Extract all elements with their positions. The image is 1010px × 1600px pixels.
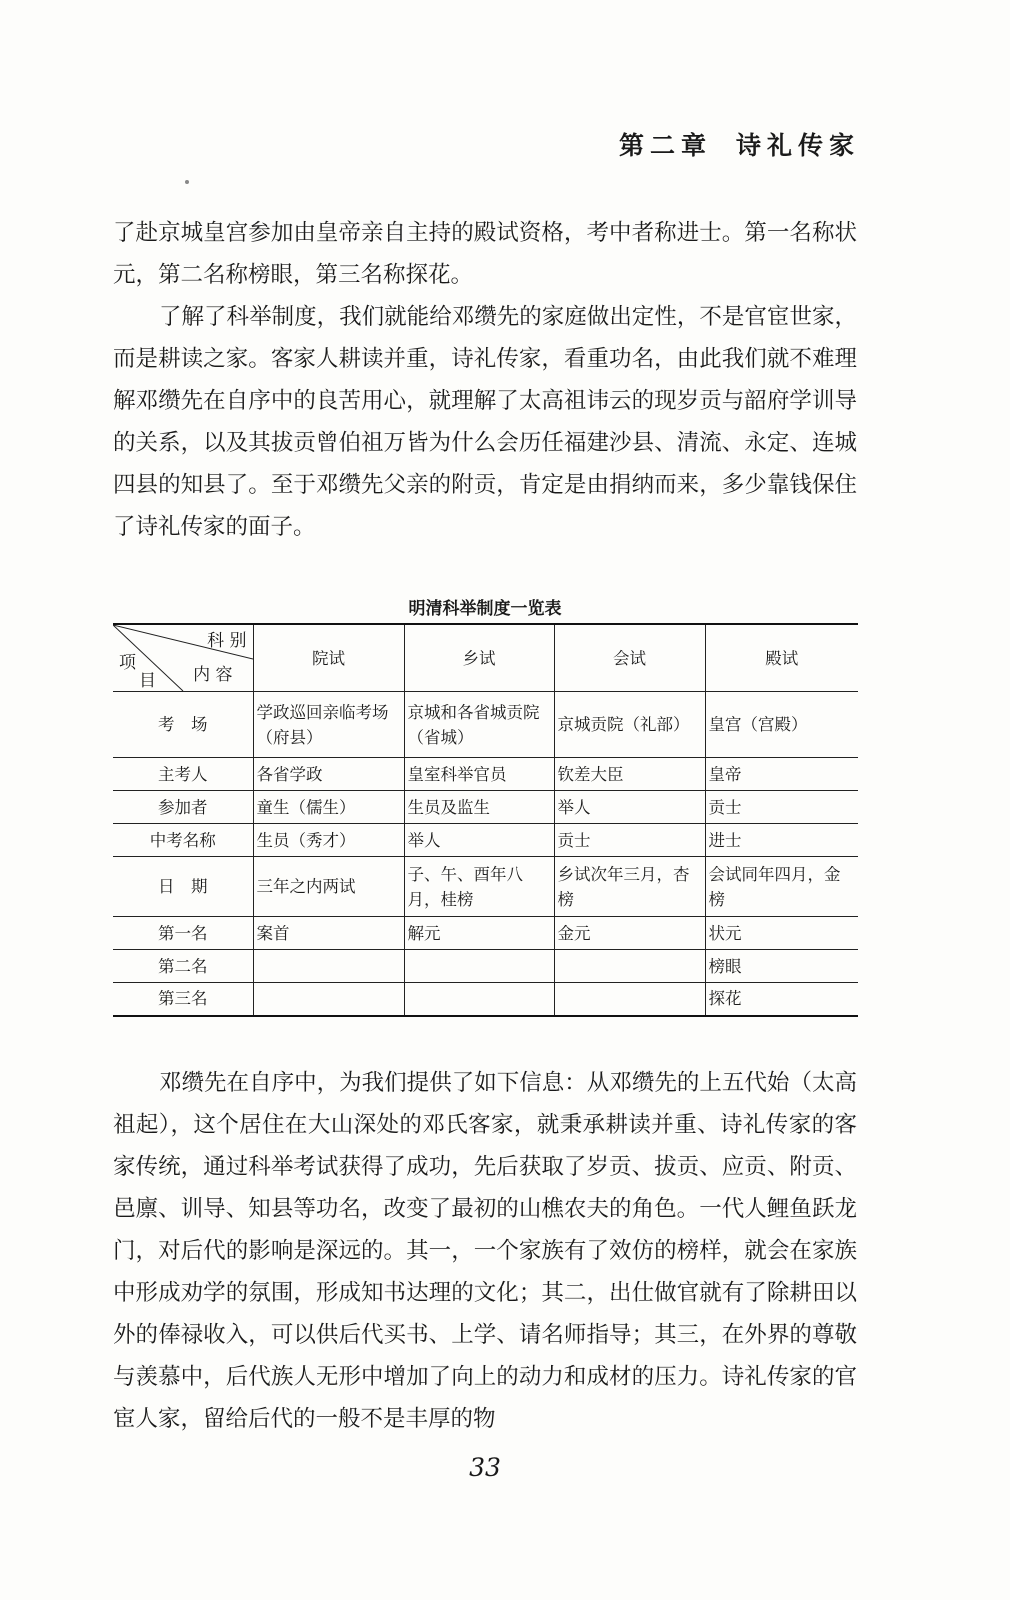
table-cell: 金元 bbox=[554, 917, 705, 950]
table-cell bbox=[253, 983, 404, 1016]
table-cell: 京城和各省城贡院（省城） bbox=[404, 692, 554, 758]
diagonal-header-cell bbox=[113, 624, 253, 692]
table-cell: 生员（秀才） bbox=[253, 824, 404, 857]
table-cell: 子、午、酉年八月，桂榜 bbox=[404, 857, 554, 917]
table-cell: 乡试次年三月，杏榜 bbox=[554, 857, 705, 917]
column-header: 殿试 bbox=[705, 624, 858, 692]
corner-label-bottom: 目 bbox=[139, 671, 156, 691]
table-cell: 三年之内两试 bbox=[253, 857, 404, 917]
table-cell bbox=[404, 983, 554, 1016]
table-cell: 进士 bbox=[705, 824, 858, 857]
page-number: 33 bbox=[469, 1453, 501, 1482]
body-text-bottom bbox=[113, 1062, 857, 1440]
paragraph: 邓缵先在自序中，为我们提供了如下信息：从邓缵先的上五代始（太高祖起），这个居住在大山深处的邓氏客家，就秉承耕读并重、诗礼传家的客家传统，通过科举考试获得了成功，先后获取了岁贡、拔贡、应贡、附贡、邑廪、训导、知县等功名，改变了最初的山樵农夫的角色。一代人鲤鱼跃龙门，对后代的影响是深远的。其一，一个家族有了效仿的榜样，就会在家族中形成劝学的氛围，形成知书达理的文化；其二，出仕做官就有了除耕田以外的俸禄收入，可以供后代买书、上学、请名师指导；其三，在外界的尊敬与羡慕中，后代族人无形中增加了向上的动力和成材的压力。诗礼传家的官宦人家，留给后代的一般不是丰厚的物 bbox=[113, 1070, 857, 1432]
chapter-title: 诗礼传家 bbox=[735, 131, 860, 160]
chapter-number: 第二章 bbox=[618, 131, 712, 160]
row-label: 考 场 bbox=[113, 692, 253, 758]
table-title: 明清科举制度一览表 bbox=[408, 599, 562, 619]
table-cell: 童生（儒生） bbox=[253, 791, 404, 824]
table-header-row bbox=[113, 624, 858, 692]
corner-label-middle: 内 容 bbox=[193, 665, 233, 685]
row-label: 第一名 bbox=[113, 917, 253, 950]
table-cell bbox=[253, 950, 404, 983]
row-label: 主考人 bbox=[113, 758, 253, 791]
table-cell: 解元 bbox=[404, 917, 554, 950]
table-row bbox=[113, 950, 858, 983]
row-label: 中考名称 bbox=[113, 824, 253, 857]
table-cell bbox=[554, 983, 705, 1016]
table-cell: 状元 bbox=[705, 917, 858, 950]
table-cell: 榜眼 bbox=[705, 950, 858, 983]
column-header: 会试 bbox=[554, 624, 705, 692]
table-cell bbox=[554, 950, 705, 983]
table-cell: 贡士 bbox=[705, 791, 858, 824]
table-row bbox=[113, 692, 858, 758]
corner-label-top: 科 别 bbox=[207, 631, 247, 651]
table-row bbox=[113, 917, 858, 950]
table-cell: 皇宫（宫殿） bbox=[705, 692, 858, 758]
table-cell: 京城贡院（礼部） bbox=[554, 692, 705, 758]
table-cell bbox=[404, 950, 554, 983]
table-cell: 钦差大臣 bbox=[554, 758, 705, 791]
column-header: 乡试 bbox=[404, 624, 554, 692]
paragraph: 了赴京城皇宫参加由皇帝亲自主持的殿试资格，考中者称进士。第一名称状元，第二名称榜眼，第三名称探花。 bbox=[113, 220, 857, 288]
paragraph: 了解了科举制度，我们就能给邓缵先的家庭做出定性，不是官宦世家，而是耕读之家。客家人耕读并重，诗礼传家，看重功名，由此我们就不难理解邓缵先在自序中的良苦用心，就理解了太高祖讳云的现岁贡与韶府学训导的关系，以及其拔贡曾伯祖万皆为什么会历任福建沙县、清流、永定、连城四县的知县了。至于邓缵先父亲的附贡，肯定是由捐纳而来，多少靠钱保住了诗礼传家的面子。 bbox=[113, 304, 857, 540]
table-cell: 各省学政 bbox=[253, 758, 404, 791]
table-row bbox=[113, 857, 858, 917]
corner-label-left: 项 bbox=[119, 653, 136, 673]
table-cell: 学政巡回亲临考场（府县） bbox=[253, 692, 404, 758]
table-row bbox=[113, 791, 858, 824]
scan-speck bbox=[185, 180, 189, 184]
table-cell: 举人 bbox=[404, 824, 554, 857]
table-cell: 生员及监生 bbox=[404, 791, 554, 824]
table-cell: 探花 bbox=[705, 983, 858, 1016]
table-cell: 皇室科举官员 bbox=[404, 758, 554, 791]
table-cell: 案首 bbox=[253, 917, 404, 950]
table-cell: 举人 bbox=[554, 791, 705, 824]
table-row bbox=[113, 983, 858, 1016]
table-cell: 皇帝 bbox=[705, 758, 858, 791]
row-label: 参加者 bbox=[113, 791, 253, 824]
table-cell: 会试同年四月，金榜 bbox=[705, 857, 858, 917]
column-header: 院试 bbox=[253, 624, 404, 692]
table-cell: 贡士 bbox=[554, 824, 705, 857]
running-head bbox=[619, 126, 860, 162]
body-text-top bbox=[113, 212, 857, 548]
table-row bbox=[113, 824, 858, 857]
row-label: 日 期 bbox=[113, 857, 253, 917]
row-label: 第二名 bbox=[113, 950, 253, 983]
table-row bbox=[113, 758, 858, 791]
row-label: 第三名 bbox=[113, 983, 253, 1016]
exam-system-table bbox=[113, 623, 858, 1017]
